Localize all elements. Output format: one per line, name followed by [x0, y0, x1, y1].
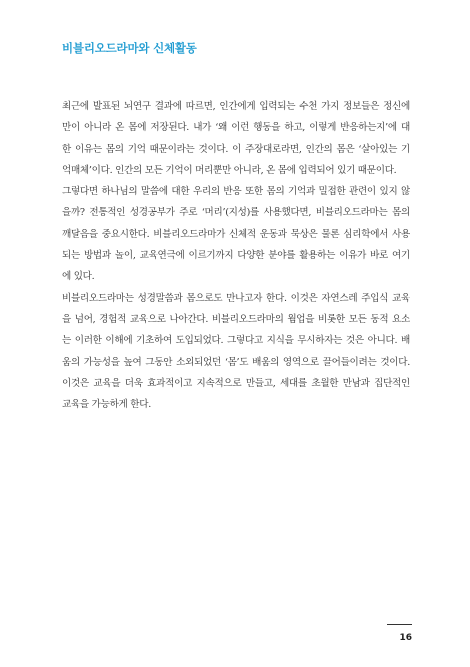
- body-text: [62, 96, 410, 415]
- body-line: 을 넘어, 경험적 교육으로 나아간다. 비블리오드라마의 웜업을 비롯한 모든 동적 요소: [62, 313, 410, 325]
- body-line: 교육을 가능하게 한다.: [62, 399, 151, 411]
- body-line: 을까? 전통적인 성경공부가 주로 ‘머리’(지성)를 사용했다면, 비블리오드라마는 몸의: [62, 207, 410, 219]
- footer-rule: [387, 624, 412, 625]
- body-line: 되는 방법과 놀이, 교육연극에 이르기까지 다양한 분야를 활용하는 이유가 바로 여기: [62, 250, 410, 262]
- body-line: 이것은 교육을 더욱 효과적이고 지속적으로 만들고, 세대를 초월한 만남과 집단적인: [62, 377, 410, 389]
- section-heading: 비블리오드라마와 신체활동: [62, 41, 197, 55]
- body-line: 억매체’이다. 인간의 모든 기억이 머리뿐만 아니라, 온 몸에 입력되어 있기 때문이다.: [62, 164, 397, 176]
- body-line: 한 이유는 몸의 기억 때문이라는 것이다. 이 주장대로라면, 인간의 몸은 ‘살아있는 기: [62, 143, 410, 155]
- body-line: 깨달음을 중요시한다. 비블리오드라마가 신체적 운동과 묵상은 물론 심리학에서 사용: [62, 228, 410, 240]
- body-line: 에 있다.: [62, 271, 95, 283]
- body-line: 는 이러한 이해에 기초하여 도입되었다. 그렇다고 지식을 무시하자는 것은 아니다. 배: [62, 335, 410, 347]
- page-number: 16: [399, 633, 412, 643]
- body-line: 비블리오드라마는 성경말씀과 몸으로도 만나고자 한다. 이것은 자연스레 주입식 교육: [62, 292, 410, 304]
- body-line: 움의 가능성을 높여 그동안 소외되었던 ‘몸’도 배움의 영역으로 끌어들이려는 것이다.: [62, 356, 410, 368]
- body-line: 그렇다면 하나님의 말씀에 대한 우리의 반응 또한 몸의 기억과 밀접한 관련이 있지 않: [62, 186, 410, 198]
- body-line: 최근에 발표된 뇌연구 결과에 따르면, 인간에게 입력되는 수천 가지 정보들은 정신에: [62, 101, 410, 112]
- body-line: 만이 아니라 온 몸에 저장된다. 내가 ‘왜 이런 행동을 하고, 이렇게 반응하는지’에 대: [62, 122, 410, 134]
